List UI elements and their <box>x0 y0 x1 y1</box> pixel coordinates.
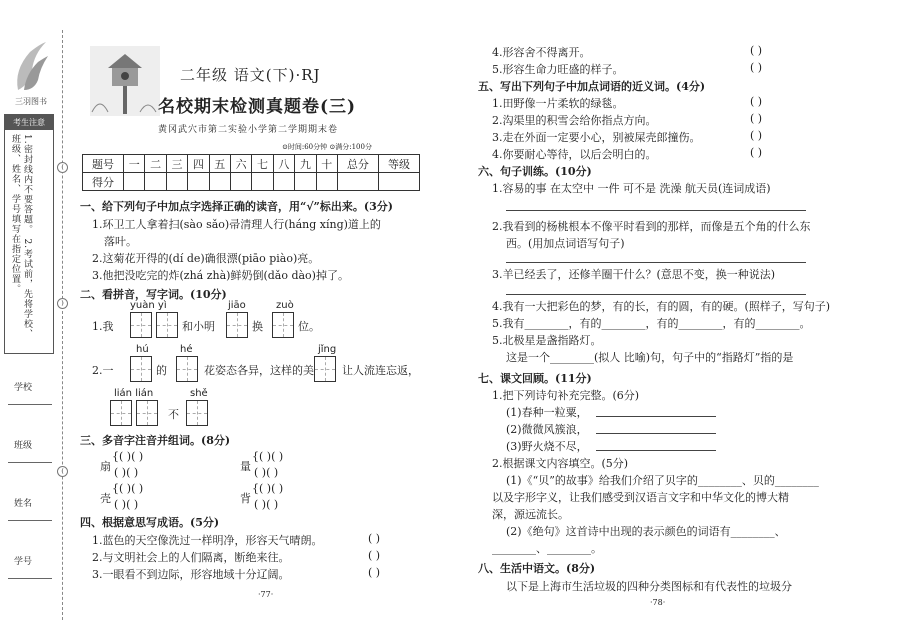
notice-items: 1.密封线内不要答题。 2.考试前，先将学校、班级、姓名、学号填写在指定位置。 <box>10 134 32 340</box>
question-text: 不 <box>168 408 179 421</box>
question-line: (1)春种一粒粟， <box>506 406 588 419</box>
table-cell: 等级 <box>378 155 419 173</box>
score-value-row <box>83 173 420 191</box>
answer-paren: ( )( ) <box>254 498 279 511</box>
name-field[interactable] <box>8 520 52 521</box>
answer-paren[interactable]: ( ) <box>750 44 763 57</box>
writing-box[interactable] <box>110 400 132 426</box>
name-label: 姓名 <box>14 499 33 509</box>
table-cell: 三 <box>166 155 187 173</box>
question-line: 1.田野像一片柔软的绿毯。 <box>492 97 624 110</box>
answer-line[interactable] <box>506 210 806 211</box>
question-line: 1.把下列诗句补充完整。(6分) <box>492 389 640 402</box>
writing-box[interactable] <box>186 400 208 426</box>
score-input[interactable] <box>295 173 316 191</box>
answer-paren[interactable]: ( ) <box>750 95 763 108</box>
answer-paren[interactable]: ( ) <box>368 549 381 562</box>
score-input[interactable] <box>378 173 419 191</box>
question-line: 1.蓝色的天空像洗过一样明净，形容天气晴朗。 <box>92 534 323 547</box>
question-line: 2.与文明社会上的人们隔离，断绝来往。 <box>92 551 290 564</box>
class-field[interactable] <box>8 462 52 463</box>
question-line: 5.北极星是盏指路灯。 <box>492 334 602 347</box>
exam-source: 黄冈武穴市第二实验小学第二学期期末卷 <box>158 125 339 135</box>
answer-paren: {( )( ) <box>112 482 144 495</box>
section-5-heading: 五、写出下列句子中加点词语的近义词。(4分) <box>478 80 706 93</box>
question-line: 西。(用加点词语写句子) <box>506 237 625 250</box>
table-cell: 八 <box>273 155 294 173</box>
score-input[interactable] <box>252 173 273 191</box>
page-number: ·77· <box>258 590 274 599</box>
table-cell: 二 <box>145 155 166 173</box>
pinyin: zuò <box>276 300 294 311</box>
table-cell: 题号 <box>83 155 124 173</box>
pinyin: jǐng <box>318 344 337 355</box>
polyphone-char: 背 <box>240 492 251 505</box>
question-line: 以下是上海市生活垃圾的四种分类图标和有代表性的垃圾分 <box>506 580 792 593</box>
question-line: 5.我有________，有的________，有的________，有的________。 <box>492 317 811 330</box>
question-line: 3.他把没吃完的炸(zhá zhà)鲜奶倒(dǎo dào)掉了。 <box>92 269 349 282</box>
page-number: ·78· <box>650 598 666 607</box>
student-id-field[interactable] <box>8 578 52 579</box>
question-line: 4.我有一大把彩色的梦，有的长，有的圆，有的硬。(照样子，写句子) <box>492 300 831 313</box>
table-cell: 九 <box>295 155 316 173</box>
school-field[interactable] <box>8 404 52 405</box>
answer-line[interactable] <box>596 433 716 434</box>
question-text: 位。 <box>298 320 320 333</box>
question-line: 5.形容生命力旺盛的样子。 <box>492 63 624 76</box>
question-line: (2)微微风簇浪， <box>506 423 588 436</box>
question-text: 和小明 <box>182 320 215 333</box>
table-cell: 一 <box>124 155 145 173</box>
seal-mark: ( <box>57 466 68 477</box>
question-line: 深，源远流长。 <box>492 508 569 521</box>
answer-paren: ( )( ) <box>114 498 139 511</box>
writing-box[interactable] <box>226 312 248 338</box>
exam-meta: ⊙时间:60分钟 ⊙满分:100分 <box>282 143 372 151</box>
question-line: ________、________。 <box>492 542 602 555</box>
writing-box[interactable] <box>314 356 336 382</box>
table-cell: 七 <box>252 155 273 173</box>
polyphone-char: 扇 <box>100 460 111 473</box>
question-line: 2.这菊花开得的(dí de)确很漂(piāo piào)亮。 <box>92 252 320 265</box>
writing-box[interactable] <box>136 400 158 426</box>
table-cell: 十 <box>316 155 337 173</box>
score-table <box>82 154 420 191</box>
question-text: 让人流连忘返， <box>342 364 419 377</box>
section-6-heading: 六、句子训练。(10分) <box>478 165 592 178</box>
question-line: 1.容易的事 在太空中 一件 可不是 洗澡 航天员(连词成语) <box>492 182 771 195</box>
page-77 <box>80 0 440 636</box>
section-3-heading: 三、多音字注音并组词。(8分) <box>80 434 231 447</box>
grade-subject: 二年级 语文(下)·RJ <box>180 66 321 84</box>
question-text: 2.一 <box>92 364 114 377</box>
pinyin: yuàn yì <box>130 300 167 311</box>
question-text: 1.我 <box>92 320 114 333</box>
answer-line[interactable] <box>506 262 806 263</box>
birdhouse-illustration-icon <box>90 46 160 116</box>
question-line: 4.形容舍不得离开。 <box>492 46 591 59</box>
writing-box[interactable] <box>130 356 152 382</box>
table-cell: 得分 <box>83 173 124 191</box>
question-line: 3.一眼看不到边际，形容地域十分辽阔。 <box>92 568 290 581</box>
answer-paren[interactable]: ( ) <box>750 112 763 125</box>
page-78 <box>478 0 838 636</box>
question-line: 这是一个________(拟人 比喻)句，句子中的“指路灯”指的是 <box>506 351 794 364</box>
question-line: (1)《“贝”的故事》给我们介绍了贝字的________、贝的________ <box>506 474 819 487</box>
section-8-heading: 八、生活中语文。(8分) <box>478 562 596 575</box>
pinyin: shě <box>190 388 208 399</box>
score-input[interactable] <box>166 173 187 191</box>
question-line: 4.你要耐心等待，以后会明白的。 <box>492 148 657 161</box>
score-input[interactable] <box>230 173 251 191</box>
section-2-heading: 二、看拼音，写字词。(10分) <box>80 288 227 301</box>
answer-paren: {( )( ) <box>252 450 284 463</box>
pinyin: jiāo <box>228 300 246 311</box>
answer-paren: ( )( ) <box>114 466 139 479</box>
answer-line[interactable] <box>506 294 806 295</box>
polyphone-char: 量 <box>240 460 251 473</box>
answer-line[interactable] <box>596 416 716 417</box>
publisher-name: 三羽图书 <box>15 97 47 106</box>
answer-paren[interactable]: ( ) <box>750 146 763 159</box>
score-input[interactable] <box>145 173 166 191</box>
question-line: 3.走在外面一定要小心，别被屎壳郎撞伤。 <box>492 131 701 144</box>
writing-box[interactable] <box>130 312 152 338</box>
score-input[interactable] <box>209 173 230 191</box>
answer-paren: {( )( ) <box>112 450 144 463</box>
class-label: 班级 <box>14 441 33 451</box>
table-cell: 六 <box>230 155 251 173</box>
pinyin: hé <box>180 344 193 355</box>
seal-mark: ) <box>57 298 68 309</box>
school-label: 学校 <box>14 383 33 393</box>
seal-line <box>62 30 63 620</box>
student-id-label: 学号 <box>14 557 33 567</box>
score-input[interactable] <box>316 173 337 191</box>
section-7-heading: 七、课文回顾。(11分) <box>478 372 592 385</box>
table-cell: 四 <box>188 155 209 173</box>
score-input[interactable] <box>188 173 209 191</box>
question-line: (2)《绝句》这首诗中出现的表示颜色的词语有________、 <box>506 525 786 538</box>
answer-line[interactable] <box>596 450 716 451</box>
question-text: 花姿态各异，这样的美 <box>204 364 314 377</box>
question-line: 1.环卫工人拿着扫(sào sǎo)帚清理人行(háng xíng)道上的 <box>92 218 381 231</box>
answer-paren[interactable]: ( ) <box>750 61 763 74</box>
publisher-logo-icon <box>10 40 50 100</box>
question-line: 2.沟渠里的积雪会给你指点方向。 <box>492 114 657 127</box>
writing-box[interactable] <box>272 312 294 338</box>
table-cell: 五 <box>209 155 230 173</box>
section-1-heading: 一、给下列句子中加点字选择正确的读音，用“√”标出来。(3分) <box>80 200 393 213</box>
answer-paren: ( )( ) <box>254 466 279 479</box>
question-line: 落叶。 <box>104 235 137 248</box>
notice-title: 考生注意 <box>5 115 53 130</box>
question-line: 3.羊已经丢了，还修羊圈干什么？(意思不变，换一种说法) <box>492 268 776 281</box>
writing-box[interactable] <box>156 312 178 338</box>
exam-title: 名校期末检测真题卷(三) <box>158 97 357 117</box>
answer-paren[interactable]: ( ) <box>368 566 381 579</box>
question-line: (3)野火烧不尽， <box>506 440 588 453</box>
score-input[interactable] <box>337 173 378 191</box>
question-line: 2.根据课文内容填空。(5分) <box>492 457 629 470</box>
table-cell: 总分 <box>337 155 378 173</box>
answer-paren[interactable]: ( ) <box>368 532 381 545</box>
question-text: 换 <box>252 320 263 333</box>
score-header-row <box>83 155 420 173</box>
polyphone-char: 壳 <box>100 492 111 505</box>
exam-notice-box <box>4 114 54 354</box>
seal-mark: ( <box>57 162 68 173</box>
score-input[interactable] <box>273 173 294 191</box>
answer-paren[interactable]: ( ) <box>750 129 763 142</box>
writing-box[interactable] <box>176 356 198 382</box>
section-4-heading: 四、根据意思写成语。(5分) <box>80 516 220 529</box>
answer-paren: {( )( ) <box>252 482 284 495</box>
score-input[interactable] <box>124 173 145 191</box>
pinyin: lián lián <box>114 388 154 399</box>
binding-strip <box>0 0 62 636</box>
question-text: 的 <box>156 364 167 377</box>
pinyin: hú <box>136 344 149 355</box>
question-line: 以及字形字义，让我们感受到汉语言文字和中华文化的博大精 <box>492 491 789 504</box>
question-line: 2.我看到的杨桃根本不像平时看到的那样，而像是五个角的什么东 <box>492 220 811 233</box>
